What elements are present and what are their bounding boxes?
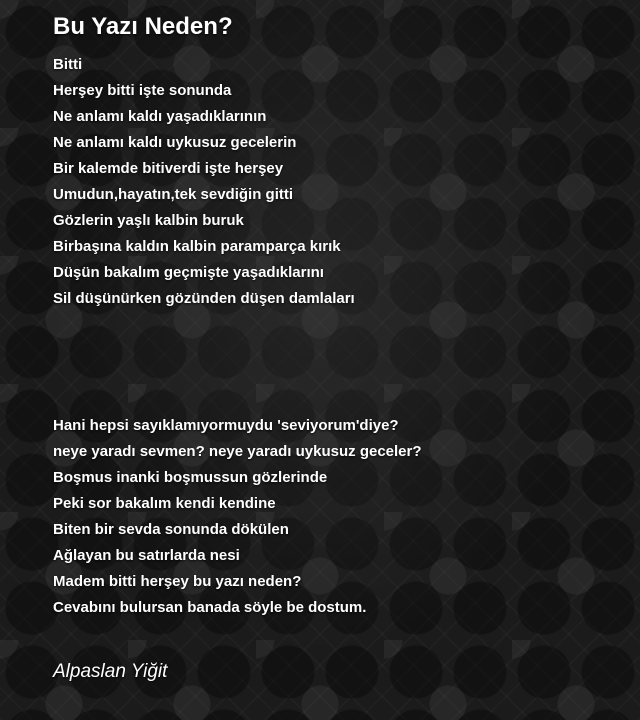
- poem-line: Bitti: [53, 56, 83, 73]
- stanza-2: [53, 413, 422, 621]
- poem-line: Düşün bakalım geçmişte yaşadıklarını: [53, 264, 324, 281]
- poem-line: Peki sor bakalım kendi kendine: [53, 495, 276, 512]
- stanza-1: [53, 52, 355, 312]
- poem-line: Umudun,hayatın,tek sevdiğin gitti: [53, 186, 294, 203]
- poem-author: Alpaslan Yiğit: [53, 661, 168, 682]
- poem-line: Madem bitti herşey bu yazı neden?: [53, 573, 302, 590]
- poem-title: Bu Yazı Neden?: [53, 13, 233, 40]
- poem-line: Boşmus inanki boşmussun gözlerinde: [53, 469, 328, 486]
- poem-line: Ağlayan bu satırlarda nesi: [53, 547, 240, 564]
- poem-line: Herşey bitti işte sonunda: [53, 82, 232, 99]
- poem-line: Ne anlamı kaldı uykusuz gecelerin: [53, 134, 297, 151]
- poem-line: Ne anlamı kaldı yaşadıklarının: [53, 108, 267, 125]
- poem-line: Hani hepsi sayıklamıyormuydu 'seviyorum'diye?: [53, 417, 399, 434]
- poem-line: Gözlerin yaşlı kalbin buruk: [53, 212, 244, 229]
- poem-line: Sil düşünürken gözünden düşen damlaları: [53, 290, 355, 307]
- poem-line: Cevabını bulursan banada söyle be dostum.: [53, 599, 367, 616]
- poem-line: Birbaşına kaldın kalbin paramparça kırık: [53, 238, 341, 255]
- poem-line: neye yaradı sevmen? neye yaradı uykusuz geceler?: [53, 443, 422, 460]
- poem-line: Biten bir sevda sonunda dökülen: [53, 521, 289, 538]
- poem-line: Bir kalemde bitiverdi işte herşey: [53, 160, 284, 177]
